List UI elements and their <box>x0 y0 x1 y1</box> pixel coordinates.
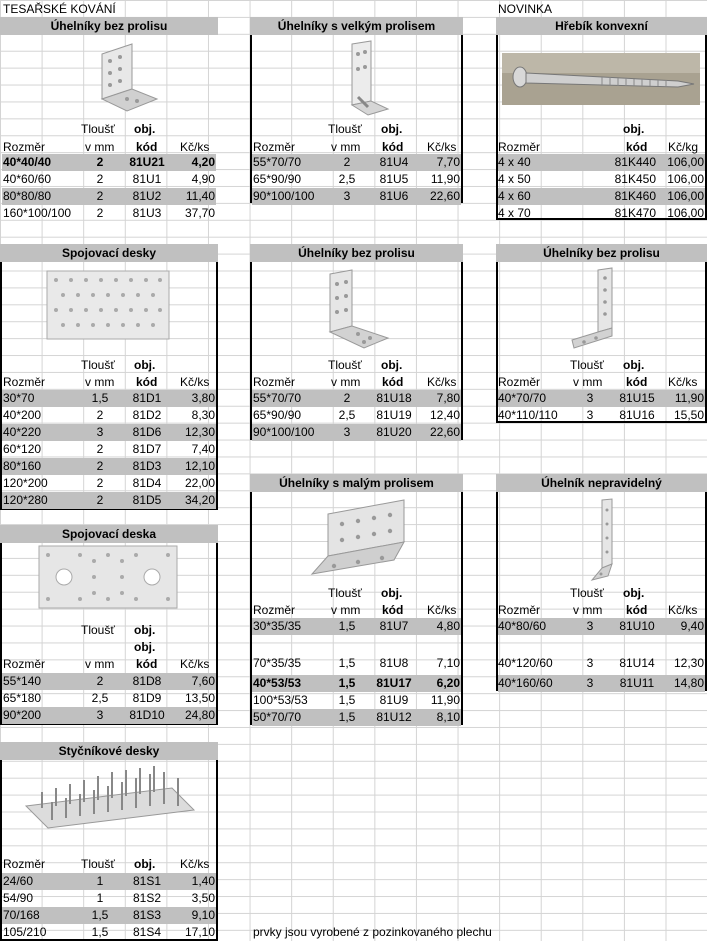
tloust-cell: 3 <box>586 619 594 633</box>
col-head-vmm: v mm <box>573 603 603 617</box>
tloust-cell: 3 <box>343 189 351 203</box>
section-title: Spojovací desky <box>0 244 218 262</box>
price-cell: 11,90 <box>430 172 460 186</box>
tloust-cell: 3 <box>343 425 351 439</box>
price-cell: 4,20 <box>191 155 215 169</box>
col-head-tloust: Tloušť <box>328 122 362 136</box>
col-head-kcks: Kč/ks <box>180 375 210 389</box>
price-cell: 4,80 <box>436 619 460 633</box>
col-head-tloust: Tloušť <box>81 623 115 637</box>
section-title: Úhelníky bez prolisu <box>0 17 218 35</box>
col-head-kod: kód <box>382 375 404 389</box>
kod-cell: 81U20 <box>376 425 412 439</box>
col-head-vmm: v mm <box>331 603 361 617</box>
rozmer-cell: 24/60 <box>3 874 34 888</box>
price-cell: 11,90 <box>430 693 460 707</box>
kod-cell: 81K460 <box>614 189 656 203</box>
table-row <box>252 618 461 635</box>
table-row <box>2 424 216 441</box>
col-head-obj: obj. <box>134 122 156 136</box>
page-title: TESAŘSKÉ KOVÁNÍ <box>3 2 116 16</box>
table-row <box>252 154 461 171</box>
tloust-cell: 2 <box>96 189 104 203</box>
kod-cell: 81U12 <box>376 710 412 724</box>
section-title: Hřebík konvexní <box>496 17 707 35</box>
table-row <box>252 675 461 692</box>
tloust-cell: 1,5 <box>91 391 109 405</box>
table-row <box>498 675 705 692</box>
table-row <box>498 655 705 672</box>
rozmer-cell: 55*70/70 <box>253 155 302 169</box>
material-note: prvky jsou vyrobené z pozinkovaného plechu <box>253 925 492 939</box>
rozmer-cell: 40*160/60 <box>498 676 553 690</box>
col-head-kcks: Kč/ks <box>668 603 698 617</box>
tloust-cell: 3 <box>586 656 594 670</box>
table-row <box>2 492 216 509</box>
table-row <box>252 407 461 424</box>
kod-cell: 81U5 <box>379 172 409 186</box>
angle-bracket-image <box>320 268 396 352</box>
rozmer-cell: 65*90/90 <box>253 408 302 422</box>
price-cell: 3,80 <box>191 391 215 405</box>
rozmer-cell: 30*70 <box>3 391 35 405</box>
col-head-vmm: v mm <box>85 140 115 154</box>
rozmer-cell: 54/90 <box>3 891 34 905</box>
kod-cell: 81U9 <box>379 693 409 707</box>
tloust-cell: 1,5 <box>338 693 356 707</box>
col-head-kod: kód <box>136 657 158 671</box>
table-row <box>2 924 216 941</box>
col-head-tloust: Tloušť <box>81 122 115 136</box>
col-head-tloust: Tloušť <box>570 358 604 372</box>
kod-cell: 81D9 <box>132 691 162 705</box>
table-row <box>252 188 461 205</box>
tloust-cell: 1,5 <box>338 619 356 633</box>
tloust-cell: 2,5 <box>338 172 356 186</box>
section-title: Spojovací deska <box>0 525 218 543</box>
price-cell: 11,40 <box>185 189 215 203</box>
col-head-vmm: v mm <box>331 140 361 154</box>
col-head-obj: obj. <box>623 586 645 600</box>
kod-cell: 81S3 <box>132 908 162 922</box>
kod-cell: 81K450 <box>614 172 656 186</box>
col-head-kcks: Kč/ks <box>180 857 210 871</box>
price-cell: 106,00 <box>667 206 704 220</box>
col-head-rozmer: Rozměr <box>498 375 541 389</box>
price-cell: 6,20 <box>436 676 460 690</box>
table-row <box>2 873 216 890</box>
table-row <box>2 458 216 475</box>
col-head-tloust: Tloušť <box>81 358 115 372</box>
kod-cell: 81S2 <box>132 891 162 905</box>
rozmer-cell: 40*53/53 <box>253 676 302 690</box>
rozmer-cell: 105/210 <box>3 925 47 939</box>
section-title: Úhelníky bez prolisu <box>250 244 463 262</box>
col-head-tloust: Tloušť <box>328 586 362 600</box>
price-cell: 8,30 <box>191 408 215 422</box>
rozmer-cell: 4 x 60 <box>498 189 531 203</box>
kod-cell: 81U8 <box>379 656 409 670</box>
col-head-rozmer: Rozměr <box>498 140 541 154</box>
price-cell: 22,00 <box>184 476 215 490</box>
col-head-rozmer: Rozměr <box>3 375 46 389</box>
kod-cell: 81U4 <box>379 155 409 169</box>
tloust-cell: 1 <box>96 891 104 905</box>
angle-bracket-rib-image <box>346 39 392 119</box>
price-cell: 7,80 <box>436 391 460 405</box>
col-head-obj: obj. <box>623 358 645 372</box>
table-row <box>2 390 216 407</box>
col-head-obj: obj. <box>381 358 403 372</box>
col-head-vmm: v mm <box>573 375 603 389</box>
col-head-kcks: Kč/ks <box>180 140 210 154</box>
rozmer-cell: 80*80/80 <box>3 189 52 203</box>
price-cell: 7,70 <box>436 155 460 169</box>
price-cell: 12,30 <box>184 425 215 439</box>
price-cell: 7,60 <box>191 674 215 688</box>
kod-cell: 81S1 <box>132 874 162 888</box>
rozmer-cell: 4 x 50 <box>498 172 531 186</box>
col-head-rozmer: Rozměr <box>498 603 541 617</box>
table-row <box>2 707 216 724</box>
irregular-angle-image <box>588 498 624 582</box>
tloust-cell: 3 <box>586 391 594 405</box>
price-cell: 17,10 <box>184 925 215 939</box>
tloust-cell: 2,5 <box>91 691 109 705</box>
tloust-cell: 3 <box>96 425 104 439</box>
kod-cell: 81D6 <box>132 425 162 439</box>
col-head-tloust: Tloušť <box>570 586 604 600</box>
price-cell: 11,90 <box>674 391 704 405</box>
col-head-rozmer: Rozměr <box>3 657 46 671</box>
rozmer-cell: 90*200 <box>3 708 42 722</box>
rozmer-cell: 160*100/100 <box>3 206 72 220</box>
tloust-cell: 1,5 <box>91 908 109 922</box>
angle-bracket-image <box>92 39 162 115</box>
rozmer-cell: 4 x 40 <box>498 155 531 169</box>
rozmer-cell: 65*180 <box>3 691 42 705</box>
tloust-cell: 2 <box>343 155 351 169</box>
col-head-kod: kód <box>382 140 404 154</box>
rozmer-cell: 80*160 <box>3 459 42 473</box>
price-cell: 13,50 <box>184 691 215 705</box>
rozmer-cell: 40*120/60 <box>498 656 553 670</box>
col-head-tloust: Tloušť <box>328 358 362 372</box>
price-cell: 1,40 <box>191 874 215 888</box>
col-head-rozmer: Rozměr <box>3 857 46 871</box>
col-head-vmm: v mm <box>85 375 115 389</box>
price-cell: 106,00 <box>667 155 704 169</box>
kod-cell: 81U7 <box>379 619 409 633</box>
col-head-kod: kód <box>136 140 158 154</box>
kod-cell: 81U21 <box>129 155 165 169</box>
col-head-obj: obj. <box>134 358 156 372</box>
table-row <box>498 407 705 424</box>
tloust-cell: 2 <box>96 408 104 422</box>
kod-cell: 81D1 <box>132 391 162 405</box>
price-cell: 8,10 <box>436 710 460 724</box>
kod-cell: 81K440 <box>614 155 656 169</box>
tloust-cell: 1,5 <box>338 710 356 724</box>
col-head-kod: kód <box>626 375 648 389</box>
rozmer-cell: 60*120 <box>3 442 42 456</box>
kod-cell: 81D4 <box>132 476 162 490</box>
col-head-kod: kód <box>626 603 648 617</box>
section-title: Úhelníky s malým prolisem <box>250 474 463 492</box>
angle-bracket-image <box>568 266 638 354</box>
col-head-vmm: v mm <box>331 375 361 389</box>
kod-cell: 81S4 <box>132 925 162 939</box>
kod-cell: 81D5 <box>132 493 162 507</box>
price-cell: 12,30 <box>673 656 704 670</box>
kod-cell: 81D7 <box>132 442 162 456</box>
rozmer-cell: 100*53/53 <box>253 693 308 707</box>
rozmer-cell: 40*200 <box>3 408 42 422</box>
kod-cell: 81U1 <box>132 172 162 186</box>
tloust-cell: 1 <box>96 874 104 888</box>
col-head-kod: kód <box>626 140 648 154</box>
col-head-kcks: Kč/ks <box>668 375 698 389</box>
truss-plate-image <box>22 762 196 832</box>
rozmer-cell: 90*100/100 <box>253 189 315 203</box>
rozmer-cell: 40*60/60 <box>3 172 52 186</box>
price-cell: 7,40 <box>191 442 215 456</box>
price-cell: 22,60 <box>429 425 460 439</box>
col-head-obj: obj. <box>381 122 403 136</box>
table-row <box>2 890 216 907</box>
kod-cell: 81D10 <box>129 708 165 722</box>
col-head-obj: obj. <box>134 623 156 637</box>
col-head-obj: obj. <box>623 122 645 136</box>
rozmer-cell: 30*35/35 <box>253 619 302 633</box>
table-row <box>252 692 461 709</box>
kod-cell: 81U19 <box>376 408 412 422</box>
col-head-kcks: Kč/ks <box>427 375 457 389</box>
connecting-plate-image <box>38 545 178 609</box>
col-head-kcks: Kč/ks <box>180 657 210 671</box>
rozmer-cell: 70*35/35 <box>253 656 302 670</box>
rozmer-cell: 40*110/110 <box>498 408 558 422</box>
rozmer-cell: 65*90/90 <box>253 172 302 186</box>
kod-cell: 81U14 <box>619 656 655 670</box>
tloust-cell: 2 <box>343 391 351 405</box>
tloust-cell: 3 <box>586 408 594 422</box>
rozmer-cell: 4 x 70 <box>498 206 531 220</box>
rozmer-cell: 55*140 <box>3 674 42 688</box>
tloust-cell: 1,5 <box>338 676 356 690</box>
rozmer-cell: 40*40/40 <box>3 155 52 169</box>
price-cell: 34,20 <box>184 493 215 507</box>
tloust-cell: 2 <box>96 206 104 220</box>
tloust-cell: 3 <box>586 676 594 690</box>
nail-image <box>502 53 700 105</box>
col-head-obj-2: obj. <box>134 640 156 654</box>
kod-cell: 81D8 <box>132 674 162 688</box>
col-head-kcks: Kč/ks <box>427 140 457 154</box>
price-cell: 14,80 <box>673 676 704 690</box>
kod-cell: 81U18 <box>376 391 412 405</box>
price-cell: 12,10 <box>184 459 215 473</box>
table-row <box>498 205 705 222</box>
tloust-cell: 2 <box>96 459 104 473</box>
table-row <box>498 390 705 407</box>
table-row <box>2 907 216 924</box>
rozmer-cell: 40*220 <box>3 425 42 439</box>
col-head-kod: kód <box>136 375 158 389</box>
kod-cell: 81D2 <box>132 408 162 422</box>
tloust-cell: 3 <box>96 708 104 722</box>
col-head-rozmer: Rozměr <box>253 375 296 389</box>
kod-cell: 81U2 <box>132 189 162 203</box>
col-head-vmm: v mm <box>85 657 115 671</box>
novinka-label: NOVINKA <box>498 2 553 16</box>
kod-cell: 81U10 <box>619 619 655 633</box>
rozmer-cell: 70/168 <box>3 908 40 922</box>
kod-cell: 81U6 <box>379 189 409 203</box>
col-head-rozmer: Rozměr <box>253 140 296 154</box>
price-cell: 7,10 <box>436 656 460 670</box>
rozmer-cell: 55*70/70 <box>253 391 302 405</box>
price-cell: 9,10 <box>191 908 215 922</box>
rozmer-cell: 90*100/100 <box>253 425 315 439</box>
tloust-cell: 2 <box>96 674 104 688</box>
kod-cell: 81U11 <box>619 676 655 690</box>
angle-bracket-small-rib-image <box>308 498 414 578</box>
tloust-cell: 1,5 <box>91 925 109 939</box>
table-row <box>2 154 216 171</box>
table-row <box>2 441 216 458</box>
price-cell: 22,60 <box>429 189 460 203</box>
kod-cell: 81U3 <box>132 206 162 220</box>
kod-cell: 81U15 <box>619 391 655 405</box>
rozmer-cell: 120*200 <box>3 476 48 490</box>
tloust-cell: 1,5 <box>338 656 356 670</box>
kod-cell: 81K470 <box>614 206 656 220</box>
kod-cell: 81D3 <box>132 459 162 473</box>
table-row <box>252 171 461 188</box>
section-title: Úhelníky s velkým prolisem <box>250 17 463 35</box>
table-row <box>252 655 461 672</box>
section-title: Úhelník nepravidelný <box>496 474 707 492</box>
table-row <box>498 618 705 635</box>
price-cell: 4,90 <box>191 172 215 186</box>
section-title: Úhelníky bez prolisu <box>496 244 707 262</box>
price-cell: 9,40 <box>680 619 704 633</box>
tloust-cell: 2 <box>96 442 104 456</box>
rozmer-cell: 120*280 <box>3 493 48 507</box>
price-cell: 24,80 <box>184 708 215 722</box>
table-row <box>2 475 216 492</box>
table-row <box>2 188 216 205</box>
price-cell: 12,40 <box>429 408 460 422</box>
col-head-kod: kód <box>382 603 404 617</box>
kod-cell: 81U16 <box>619 408 655 422</box>
price-cell: 106,00 <box>667 172 704 186</box>
table-row <box>252 709 461 726</box>
tloust-cell: 2,5 <box>338 408 356 422</box>
col-head-kcks: Kč/ks <box>427 603 457 617</box>
tloust-cell: 2 <box>96 155 104 169</box>
price-cell: 15,50 <box>673 408 704 422</box>
col-head-kckg: Kč/kg <box>668 140 699 154</box>
price-cell: 106,00 <box>667 189 704 203</box>
col-head-rozmer: Rozměr <box>253 603 296 617</box>
section-title: Styčníkové desky <box>0 742 218 760</box>
rozmer-cell: 50*70/70 <box>253 710 302 724</box>
price-cell: 37,70 <box>184 206 215 220</box>
table-row <box>252 424 461 441</box>
perforated-plate-image <box>46 270 170 340</box>
tloust-cell: 2 <box>96 172 104 186</box>
table-row <box>2 171 216 188</box>
col-head-obj: obj. <box>381 586 403 600</box>
rozmer-cell: 40*80/60 <box>498 619 547 633</box>
tloust-cell: 2 <box>96 476 104 490</box>
price-cell: 3,50 <box>191 891 215 905</box>
tloust-cell: 2 <box>96 493 104 507</box>
table-row <box>2 407 216 424</box>
col-head-tloust: Tloušť <box>81 857 115 871</box>
table-row <box>498 188 705 205</box>
table-row <box>2 673 216 690</box>
rozmer-cell: 40*70/70 <box>498 391 547 405</box>
table-row <box>2 690 216 707</box>
table-row <box>498 171 705 188</box>
kod-cell: 81U17 <box>376 676 412 690</box>
table-row <box>498 154 705 171</box>
table-row <box>252 390 461 407</box>
col-head-rozmer: Rozměr <box>3 140 46 154</box>
table-row <box>2 205 216 222</box>
col-head-obj: obj. <box>134 857 156 871</box>
